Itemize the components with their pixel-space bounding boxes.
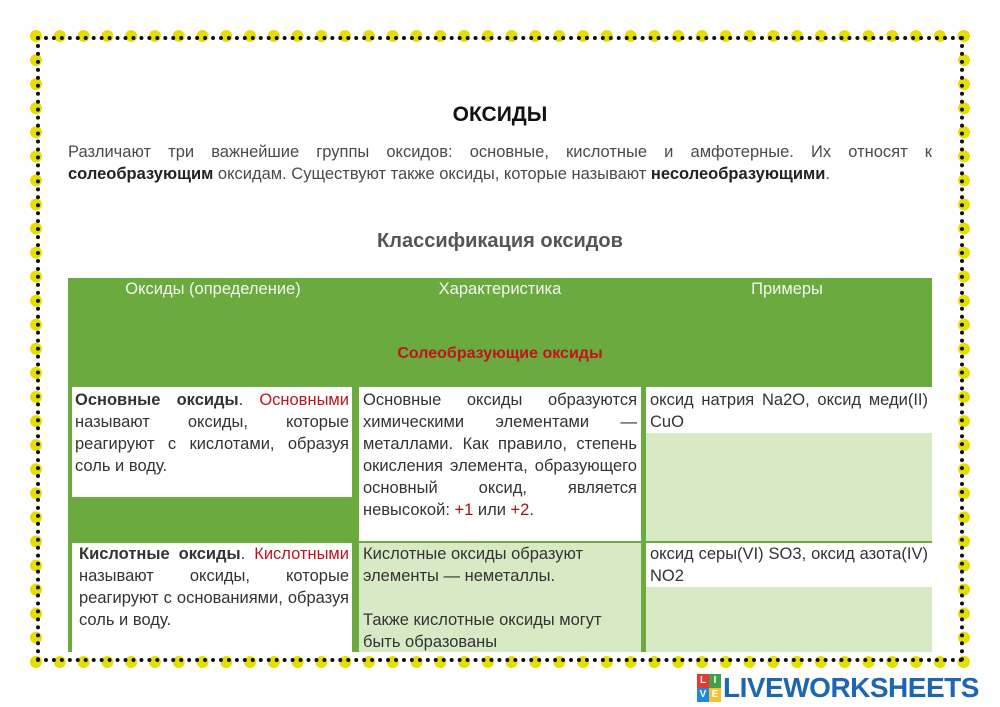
badge-letter: L [697,674,709,688]
row-basic-term-text [75,389,349,477]
intro-text: оксидам. Существуют также оксиды, которые называют [213,165,651,183]
row-basic-examples-cell [646,387,932,541]
section-subtitle: Классификация оксидов [377,230,623,252]
liveworksheets-logo [697,672,993,704]
row-basic-term-cell [72,387,352,497]
intro-text: Различают три важнейшие группы оксидов: основные, кислотные и амфотерные. Их относят к [68,143,932,161]
term-title: Основные оксиды [75,391,239,409]
table-band-title: Солеобразующие оксиды [397,345,603,362]
logo-badge-icon [697,674,721,702]
row-acid-term-cell [72,543,352,652]
term-dot: . [240,545,246,563]
intro-text: . [825,165,830,183]
characteristic-text: . [529,501,534,519]
row-acid-examples-cell [646,543,932,652]
logo-text: LIVEWORKSHEETS [723,672,979,703]
term-definition: называют оксиды, которые реагируют с основаниями, образуя соль и воду. [79,567,349,629]
term-dot: . [238,391,244,409]
row-acid-examples-text: оксид серы(VI) SO3, оксид азота(IV) NO2 [646,543,932,587]
intro-bold-term: несолеобразующими [650,165,826,183]
term-red-word: Основными [259,391,349,409]
badge-letter: I [709,674,721,688]
row-acid-characteristic-cell [359,543,641,652]
row-basic-examples-text: оксид натрия Na2O, оксид меди(II) CuO [646,387,932,433]
oxidation-state: +1 [454,501,474,519]
row-acid-characteristic-text: Кислотные оксиды образуют элементы — неметаллы. [363,545,584,585]
intro-bold-term: солеобразующим [68,165,214,183]
row-basic-characteristic-text [363,389,637,521]
term-title: Кислотные оксиды [79,545,241,563]
badge-letter: V [697,688,709,702]
oxidation-state: +2 [510,501,530,519]
badge-letter: E [709,688,721,702]
characteristic-text: или [473,501,511,519]
page-title: ОКСИДЫ [452,103,548,126]
term-red-word: Кислотными [254,545,349,563]
column-header-characteristic: Характеристика [438,280,562,298]
intro-paragraph [68,141,932,185]
row-basic-characteristic-cell [359,387,641,541]
row-acid-term-text [79,543,349,631]
column-header-examples: Примеры [751,280,823,298]
column-header-oxides: Оксиды (определение) [125,280,301,298]
term-definition: называют оксиды, которые реагируют с кислотами, образуя соль и воду. [75,413,349,475]
row-acid-characteristic-text-2: Также кислотные оксиды могут быть образованы [363,611,602,651]
characteristic-text: Основные оксиды образуются химическими элементами — металлами. Как правило, степень окисления элемента, образующего основный оксид, является невысокой: [363,391,637,519]
